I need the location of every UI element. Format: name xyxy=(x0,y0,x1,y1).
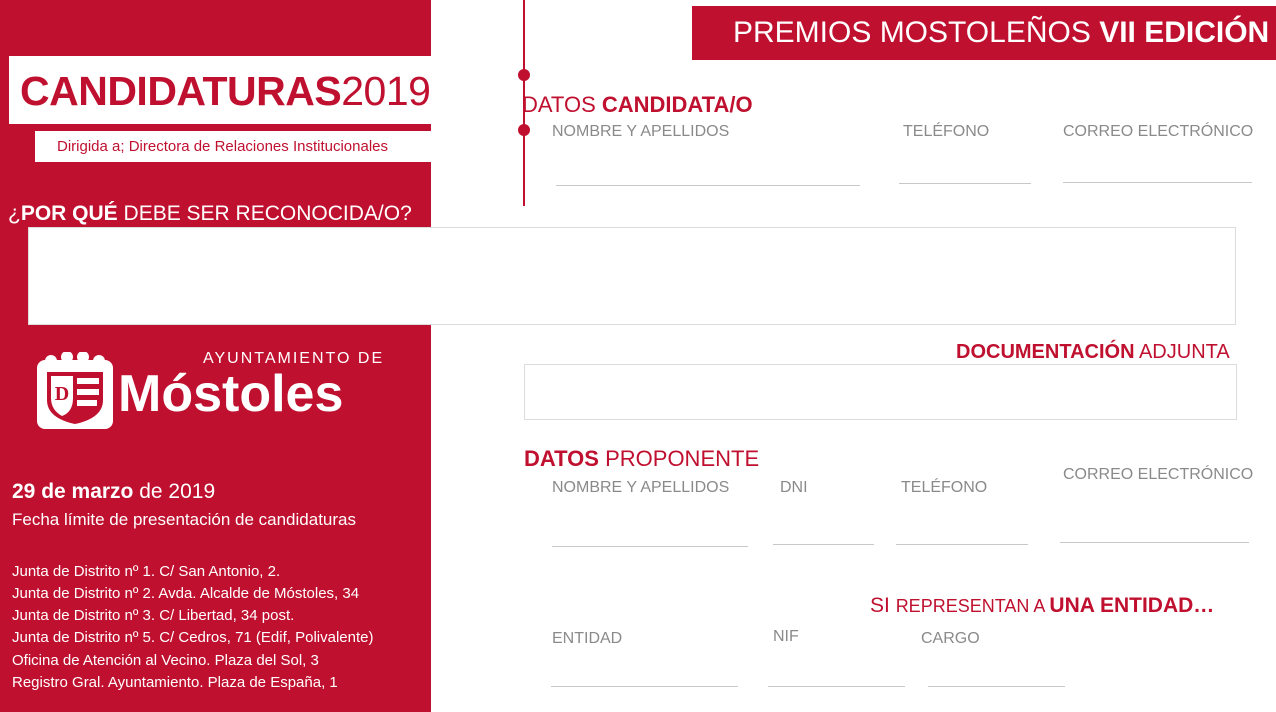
timeline-dot xyxy=(518,124,530,136)
candidate-email-field[interactable] xyxy=(1063,182,1252,183)
entity-heading: SI REPRESENTAN A UNA ENTIDAD… xyxy=(870,594,1215,617)
documentation-field[interactable] xyxy=(524,364,1237,420)
subtitle: Dirigida a; Directora de Relaciones Institucionales xyxy=(57,138,388,155)
candidate-heading: DATOS CANDIDATA/O xyxy=(522,92,753,117)
address-line: Junta de Distrito nº 3. C/ Libertad, 34 post. xyxy=(12,607,295,624)
address-line: Registro Gral. Ayuntamiento. Plaza de España, 1 xyxy=(12,674,338,691)
entity-nif-label: NIF xyxy=(773,628,799,645)
proposer-name-label: NOMBRE Y APELLIDOS xyxy=(552,479,730,496)
candidate-name-label: NOMBRE Y APELLIDOS xyxy=(552,123,730,140)
address-line: Oficina de Atención al Vecino. Plaza del Sol, 3 xyxy=(12,652,319,669)
entity-name-field[interactable] xyxy=(551,686,738,687)
candidate-phone-label: TELÉFONO xyxy=(903,123,990,140)
documentation-heading: DOCUMENTACIÓN ADJUNTA xyxy=(956,341,1230,363)
proposer-phone-field[interactable] xyxy=(896,544,1028,545)
proposer-dni-field[interactable] xyxy=(773,544,874,545)
address-line: Junta de Distrito nº 1. C/ San Antonio, 2. xyxy=(12,563,281,580)
address-line: Junta de Distrito nº 2. Avda. Alcalde de Móstoles, 34 xyxy=(12,585,360,602)
svg-text:D: D xyxy=(54,383,70,405)
page-title: CANDIDATURAS2019 xyxy=(20,68,431,114)
proposer-email-field[interactable] xyxy=(1060,542,1249,543)
logo-mostoles: Móstoles xyxy=(118,365,344,423)
address-line: Junta de Distrito nº 5. C/ Cedros, 71 (Edif, Polivalente) xyxy=(12,629,374,646)
deadline-date: 29 de marzo de 2019 xyxy=(12,480,216,503)
logo-ayuntamiento: AYUNTAMIENTO DE xyxy=(203,350,385,367)
proposer-phone-label: TELÉFONO xyxy=(901,479,988,496)
why-heading: ¿POR QUÉ DEBE SER RECONOCIDA/O? xyxy=(8,202,412,225)
candidate-name-field[interactable] xyxy=(556,185,860,186)
candidate-phone-field[interactable] xyxy=(899,183,1031,184)
proposer-name-field[interactable] xyxy=(552,546,748,547)
deadline-note: Fecha límite de presentación de candidaturas xyxy=(12,510,356,529)
entity-nif-field[interactable] xyxy=(768,686,905,687)
proposer-email-label: CORREO ELECTRÓNICO xyxy=(1063,466,1254,483)
timeline-dot xyxy=(518,69,530,81)
why-textarea[interactable] xyxy=(28,227,1236,325)
proposer-heading: DATOS PROPONENTE xyxy=(524,446,760,471)
entity-name-label: ENTIDAD xyxy=(552,630,623,647)
entity-role-label: CARGO xyxy=(921,630,980,647)
proposer-dni-label: DNI xyxy=(780,479,808,496)
entity-role-field[interactable] xyxy=(928,686,1065,687)
candidate-email-label: CORREO ELECTRÓNICO xyxy=(1063,123,1254,140)
premios-title: PREMIOS MOSTOLEÑOS VII EDICIÓN xyxy=(733,16,1270,49)
coat-of-arms-icon xyxy=(37,352,113,429)
